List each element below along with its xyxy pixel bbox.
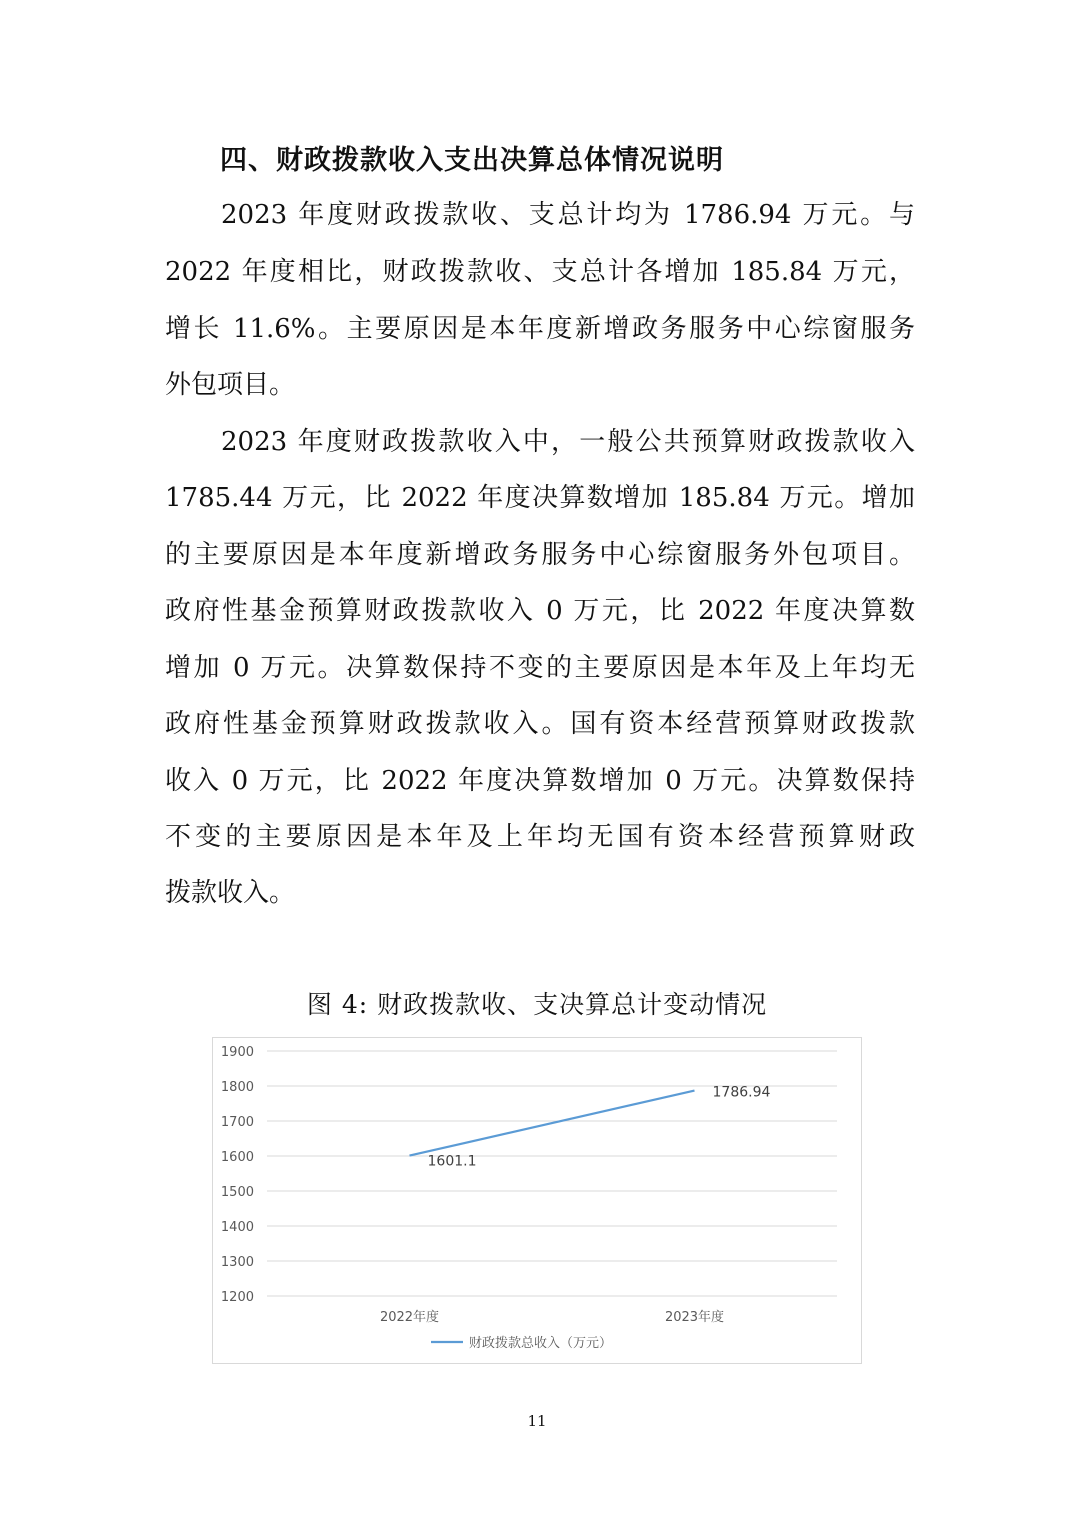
y-tick-label: 1300 [220,1255,254,1270]
paragraph-2-line-3: 的主要原因是本年度新增政务服务中心综窗服务外包项目。 [165,540,915,570]
y-tick-label: 1200 [220,1290,254,1305]
y-tick-label: 1800 [220,1080,254,1095]
paragraph-1-line-4: 外包项目。 [165,370,296,400]
y-tick-label: 1700 [220,1115,254,1130]
paragraph-2-line-9: 拨款收入。 [165,878,296,908]
paragraph-2-line-7: 收入 0 万元，比 2022 年度决算数增加 0 万元。决算数保持 [165,766,915,796]
paragraph-2-line-4: 政府性基金预算财政拨款收入 0 万元，比 2022 年度决算数 [165,596,915,626]
paragraph-2-line-1: 2023 年度财政拨款收入中，一般公共预算财政拨款收入 [221,427,915,457]
paragraph-2-line-8: 不变的主要原因是本年及上年均无国有资本经营预算财政 [165,822,915,852]
y-tick-label: 1400 [220,1220,254,1235]
paragraph-2-line-2: 1785.44 万元，比 2022 年度决算数增加 185.84 万元。增加 [165,483,915,513]
paragraph-1-line-2: 2022 年度相比，财政拨款收、支总计各增加 185.84 万元， [165,257,915,287]
data-label: 1786.94 [712,1084,771,1101]
x-tick-label: 2022年度 [379,1310,440,1325]
y-tick-label: 1900 [220,1045,254,1060]
series-line [410,1091,695,1156]
line-chart-frame [212,1037,862,1364]
data-label: 1601.1 [427,1153,477,1170]
x-tick-label: 2023年度 [664,1310,725,1325]
paragraph-2-line-6: 政府性基金预算财政拨款收入。国有资本经营预算财政拨款 [165,709,915,739]
section-heading: 四、财政拨款收入支出决算总体情况说明 [220,145,724,176]
legend-label: 财政拨款总收入（万元） [469,1336,613,1351]
paragraph-1-line-1: 2023 年度财政拨款收、支总计均为 1786.94 万元。与 [221,200,915,230]
line-chart [213,1038,861,1363]
figure-caption: 图 4: 财政拨款收、支决算总计变动情况 [306,990,768,1019]
page-number: 11 [527,1412,547,1430]
y-tick-label: 1500 [220,1185,254,1200]
paragraph-1-line-3: 增长 11.6%。主要原因是本年度新增政务服务中心综窗服务 [165,314,915,344]
y-tick-label: 1600 [220,1150,254,1165]
paragraph-2-line-5: 增加 0 万元。决算数保持不变的主要原因是本年及上年均无 [165,653,915,683]
